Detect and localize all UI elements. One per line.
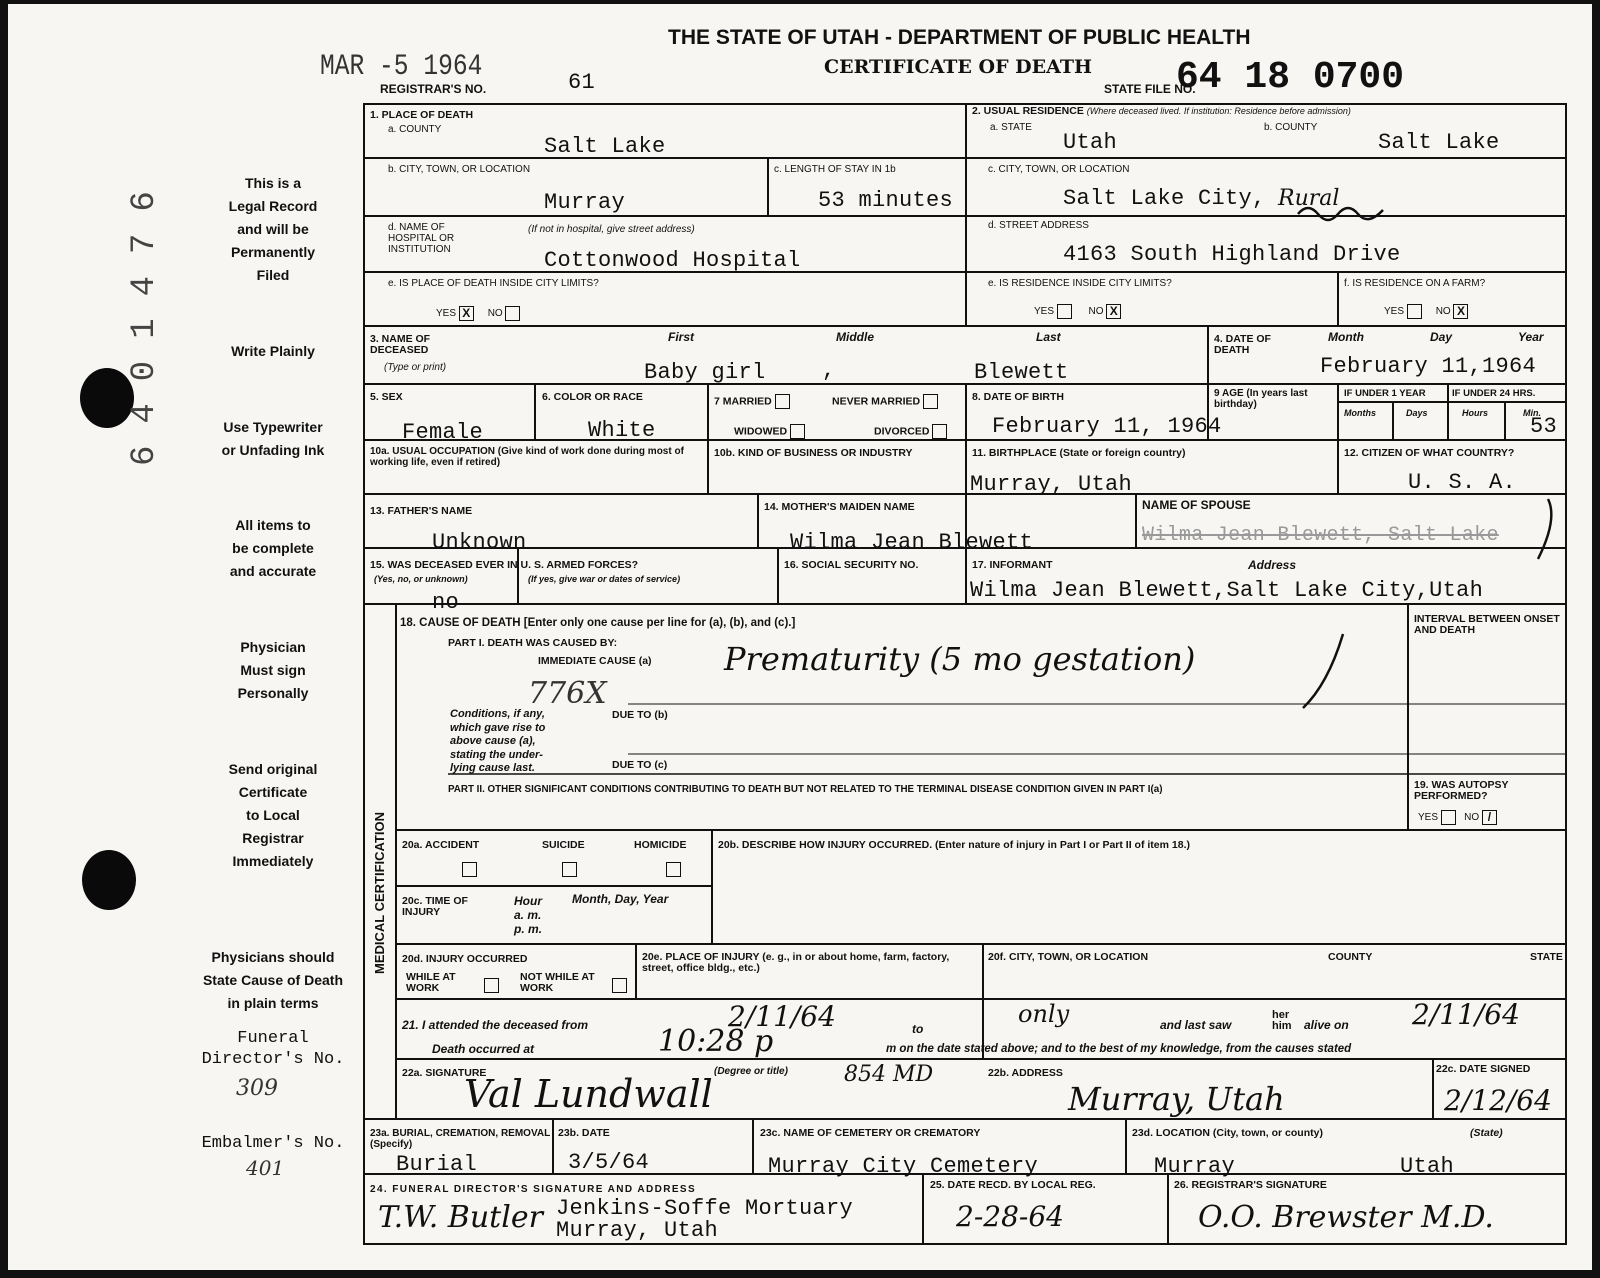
- hours-label: Hours: [1462, 408, 1489, 418]
- cause-of-death-label: 18. CAUSE OF DEATH [Enter only one cause per line for (a), (b), and (c).]: [400, 617, 796, 629]
- widowed-option: WIDOWED: [734, 424, 805, 439]
- informant-label: 17. INFORMANT: [972, 559, 1053, 571]
- checkbox-yes-checked[interactable]: X: [459, 306, 474, 321]
- date-of-birth: February 11, 1964: [992, 414, 1222, 439]
- middle-name: ,: [822, 358, 836, 383]
- spouse-name-struck: Wilma Jean Blewett, Salt Lake: [1142, 524, 1499, 547]
- sidebar-legal-record: This is a Legal Record and will be Permanently Filed: [228, 175, 318, 283]
- checkbox-yes[interactable]: [1407, 304, 1422, 319]
- checkbox-yes[interactable]: [1441, 810, 1456, 825]
- autopsy-label: 19. WAS AUTOPSY PERFORMED?: [1414, 779, 1509, 802]
- death-city: Murray: [544, 190, 626, 215]
- hour-ampm: Hour a. m. p. m.: [514, 894, 543, 936]
- registrar-no: 61: [568, 70, 596, 95]
- month-label: Month: [1328, 330, 1364, 344]
- citizen-country: U. S. A.: [1408, 470, 1517, 495]
- alive-on-date: 2/11/64: [1412, 998, 1520, 1031]
- armed-forces-label: 15. WAS DECEASED EVER IN U. S. ARMED FORCES?: [370, 559, 638, 571]
- stamp-date: MAR -5 1964: [320, 50, 483, 84]
- last-saw-label: and last saw: [1160, 1018, 1232, 1032]
- suicide-label: SUICIDE: [542, 839, 585, 851]
- checkbox-no-checked[interactable]: X: [1453, 304, 1468, 319]
- attended-from-label: 21. I attended the deceased from: [402, 1018, 589, 1032]
- cemetery-label: 23c. NAME OF CEMETERY OR CREMATORY: [760, 1127, 981, 1139]
- disposition: Burial: [396, 1152, 478, 1177]
- injury-state-label: STATE: [1530, 951, 1563, 963]
- street-address: 4163 South Highland Drive: [1063, 242, 1401, 267]
- cemetery-name: Murray City Cemetery: [768, 1154, 1039, 1179]
- accident-label: 20a. ACCIDENT: [402, 839, 480, 851]
- funeral-director-no: 309: [236, 1076, 278, 1101]
- death-county: Salt Lake: [544, 134, 666, 159]
- sidebar-typewriter: Use Typewriter or Unfading Ink: [221, 419, 325, 458]
- mother-label: 14. MOTHER'S MAIDEN NAME: [764, 501, 915, 513]
- date-of-death: February 11,1964: [1320, 354, 1537, 379]
- under-1-year-label: IF UNDER 1 YEAR: [1344, 388, 1426, 399]
- residence-label: 2. USUAL RESIDENCE (Where deceased lived. If institution: Residence before admission): [972, 105, 1351, 117]
- due-to-b-label: DUE TO (b): [612, 709, 668, 721]
- farm-label: f. IS RESIDENCE ON A FARM?: [1344, 278, 1486, 289]
- signature-label: 22a. SIGNATURE: [402, 1067, 487, 1079]
- checkbox-while-at-work[interactable]: [484, 978, 499, 993]
- place-of-death-label: 1. PLACE OF DEATH: [370, 109, 474, 121]
- sidebar-send-original: Send original Certificate to Local Registrar Immediately: [228, 761, 318, 869]
- never-married-option: NEVER MARRIED: [832, 394, 938, 409]
- res-state: Utah: [1063, 130, 1118, 155]
- physician-degree: 854 MD: [844, 1062, 934, 1087]
- city-label: b. CITY, TOWN, OR LOCATION: [388, 164, 531, 175]
- last-name: Blewett: [974, 360, 1069, 385]
- registrar-no-label: REGISTRAR'S NO.: [380, 82, 487, 96]
- armed-note-1: (Yes, no, or unknown): [374, 574, 468, 584]
- year-label: Year: [1518, 330, 1544, 344]
- death-statement: m on the date stated above; and to the best of my knowledge, from the causes stated: [886, 1043, 1352, 1055]
- race-label: 6. COLOR OR RACE: [542, 391, 643, 403]
- sidebar-cause: Physicians should State Cause of Death in plain terms: [202, 949, 344, 1011]
- street-label: d. STREET ADDRESS: [988, 220, 1089, 231]
- months-label: Months: [1344, 408, 1376, 418]
- registrar-signature-label: 26. REGISTRAR'S SIGNATURE: [1174, 1179, 1327, 1191]
- informant-address-label: Address: [1248, 558, 1297, 572]
- checkbox-homicide[interactable]: [666, 862, 681, 877]
- not-while-at-work-label: NOT WHILE AT WORK: [520, 971, 595, 994]
- attended-to: only: [1018, 1000, 1070, 1028]
- checkbox-yes[interactable]: [1057, 304, 1072, 319]
- married-option: 7 MARRIED: [714, 394, 790, 409]
- medical-certification-side-label: MEDICAL CERTIFICATION: [372, 811, 387, 974]
- injury-county-label: COUNTY: [1328, 951, 1373, 963]
- burial-label: 23a. BURIAL, CREMATION, REMOVAL (Specify): [370, 1128, 551, 1150]
- checkbox-accident[interactable]: [462, 862, 477, 877]
- deceased-name-label: 3. NAME OF DECEASED: [370, 333, 431, 356]
- res-county: Salt Lake: [1378, 130, 1500, 155]
- state-file-no: 64 18 0700: [1176, 56, 1405, 99]
- birthplace: Murray, Utah: [970, 472, 1133, 497]
- funeral-director-signature: T.W. Butler: [378, 1200, 543, 1235]
- county-label: a. COUNTY: [388, 124, 442, 135]
- date-of-death-label: 4. DATE OF DEATH: [1214, 333, 1271, 356]
- checkbox-no-checked[interactable]: X: [1106, 304, 1121, 319]
- interval-label: INTERVAL BETWEEN ONSET AND DEATH: [1414, 613, 1560, 636]
- father-label: 13. FATHER'S NAME: [370, 505, 473, 517]
- age-label: 9 AGE (In years last birthday): [1214, 388, 1308, 410]
- death-occurred-label: Death occurred at: [432, 1042, 535, 1056]
- her-him-label: her him: [1272, 1009, 1292, 1032]
- funeral-home-name: Jenkins-Soffe Mortuary: [556, 1196, 854, 1221]
- hospital-name: Cottonwood Hospital: [544, 248, 801, 273]
- days-label: Days: [1406, 408, 1428, 418]
- burial-location-city: Murray: [1154, 1154, 1236, 1179]
- dob-label: 8. DATE OF BIRTH: [972, 391, 1064, 403]
- alive-on-label: alive on: [1304, 1018, 1349, 1032]
- under-24-hrs-label: IF UNDER 24 HRS.: [1452, 388, 1536, 399]
- checkbox-never-married[interactable]: [923, 394, 938, 409]
- icd-code: 776X: [528, 676, 607, 711]
- attended-from: 2/11/64: [728, 1000, 836, 1033]
- burial-location-state: Utah: [1400, 1154, 1455, 1179]
- checkbox-divorced[interactable]: [932, 424, 947, 439]
- industry-label: 10b. KIND OF BUSINESS OR INDUSTRY: [714, 447, 913, 459]
- agency-title: THE STATE OF UTAH - DEPARTMENT OF PUBLIC HEALTH: [668, 26, 1251, 49]
- month-day-year-label: Month, Day, Year: [572, 892, 669, 906]
- divorced-option: DIVORCED: [874, 424, 947, 439]
- to-label: to: [912, 1022, 924, 1036]
- armed-forces: no: [432, 590, 460, 615]
- funeral-director-no-label: Funeral Director's No.: [201, 1029, 345, 1069]
- checkbox-no[interactable]: [505, 306, 520, 321]
- funeral-director-label: 24. FUNERAL DIRECTOR'S SIGNATURE AND ADDRESS: [370, 1184, 697, 1195]
- res-city-label: c. CITY, TOWN, OR LOCATION: [988, 164, 1130, 175]
- mother-name: Wilma Jean Blewett: [790, 530, 1034, 555]
- date-signed: 2/12/64: [1444, 1084, 1552, 1117]
- res-county-label: b. COUNTY: [1264, 122, 1318, 133]
- death-certificate: [8, 4, 1592, 1270]
- res-inside-checkboxes: YES NO X: [1034, 304, 1121, 319]
- res-state-label: a. STATE: [990, 122, 1032, 133]
- first-label: First: [668, 330, 695, 344]
- date-signed-label: 22c. DATE SIGNED: [1436, 1063, 1531, 1075]
- inside-limits-label: e. IS PLACE OF DEATH INSIDE CITY LIMITS?: [388, 278, 599, 289]
- res-city: Salt Lake City,: [1063, 186, 1266, 211]
- vertical-number: 6401476: [126, 169, 164, 466]
- min-label: Min.: [1523, 408, 1541, 418]
- burial-state-label: (State): [1470, 1127, 1503, 1139]
- deceased-name-note: (Type or print): [384, 362, 447, 373]
- embalmer-no-label: Embalmer's No.: [201, 1134, 345, 1153]
- date-received: 2-28-64: [956, 1200, 1064, 1233]
- due-to-c-label: DUE TO (c): [612, 759, 668, 771]
- middle-label: Middle: [836, 330, 874, 344]
- ssn-label: 16. SOCIAL SECURITY NO.: [784, 559, 919, 571]
- spouse-label: NAME OF SPOUSE: [1142, 498, 1251, 512]
- part1-label: PART I. DEATH WAS CAUSED BY:: [448, 637, 618, 649]
- registrar-signature: O.O. Brewster M.D.: [1198, 1200, 1494, 1235]
- checkbox-suicide[interactable]: [562, 862, 577, 877]
- checkbox-married[interactable]: [775, 394, 790, 409]
- degree-label: (Degree or title): [714, 1066, 788, 1077]
- certificate-title: CERTIFICATE OF DEATH: [824, 56, 1092, 78]
- sidebar-physician: Physician Must sign Personally: [237, 639, 309, 701]
- checkbox-widowed[interactable]: [790, 424, 805, 439]
- immediate-cause-label: IMMEDIATE CAUSE (a): [538, 655, 652, 667]
- age-minutes: 53: [1530, 414, 1558, 439]
- death-time: 10:28 p: [658, 1024, 774, 1059]
- sidebar-write-plainly: Write Plainly: [231, 343, 315, 359]
- citizen-label: 12. CITIZEN OF WHAT COUNTRY?: [1344, 447, 1515, 459]
- informant: Wilma Jean Blewett,Salt Lake City,Utah: [970, 578, 1484, 603]
- while-at-work-label: WHILE AT WORK: [406, 971, 456, 994]
- sidebar-complete: All items to be complete and accurate: [229, 517, 317, 579]
- father-name: Unknown: [432, 530, 527, 555]
- birthplace-label: 11. BIRTHPLACE (State or foreign country): [972, 447, 1186, 459]
- checkbox-not-while-at-work[interactable]: [612, 978, 627, 993]
- last-label: Last: [1036, 330, 1061, 344]
- farm-checkboxes: YES NO X: [1384, 304, 1468, 319]
- stay-label: c. LENGTH OF STAY IN 1b: [774, 164, 896, 175]
- armed-note-2: (If yes, give war or dates of service): [528, 574, 681, 584]
- res-inside-limits-label: e. IS RESIDENCE INSIDE CITY LIMITS?: [988, 278, 1172, 289]
- funeral-home-city: Murray, Utah: [556, 1218, 719, 1243]
- race: White: [588, 418, 656, 443]
- hospital-note: (If not in hospital, give street address): [528, 224, 695, 235]
- time-of-injury-label: 20c. TIME OF INJURY: [402, 895, 468, 918]
- autopsy-checkboxes: YES NO /: [1418, 810, 1497, 825]
- part2-label: PART II. OTHER SIGNIFICANT CONDITIONS CONTRIBUTING TO DEATH BUT NOT RELATED TO THE TERMINAL DISEASE CONDITION GIVEN IN PART I(a): [448, 784, 1163, 795]
- length-of-stay: 53 minutes: [818, 188, 954, 213]
- checkbox-no-checked[interactable]: /: [1482, 810, 1497, 825]
- sex-label: 5. SEX: [370, 391, 403, 403]
- place-of-injury-label: 20e. PLACE OF INJURY (e. g., in or about home, farm, factory, street, office bldg., etc.): [642, 951, 950, 974]
- date-received-label: 25. DATE RECD. BY LOCAL REG.: [930, 1179, 1096, 1191]
- state-file-label: STATE FILE NO.: [1104, 82, 1196, 96]
- embalmer-no: 401: [246, 1156, 285, 1180]
- physician-signature: Val Lundwall: [464, 1072, 713, 1116]
- first-name: Baby girl: [644, 360, 766, 385]
- conditions-note: Conditions, if any, which gave rise to above cause (a), stating the under- lying cause last.: [450, 708, 546, 774]
- physician-address: Murray, Utah: [1068, 1080, 1285, 1118]
- injury-city-label: 20f. CITY, TOWN, OR LOCATION: [988, 951, 1149, 963]
- inside-limits-checkboxes: YES X NO: [436, 306, 520, 321]
- burial-date: 3/5/64: [568, 1150, 650, 1175]
- res-city-handwritten: Rural: [1278, 186, 1340, 211]
- injury-description-label: 20b. DESCRIBE HOW INJURY OCCURRED. (Enter nature of injury in Part I or Part II of item 18.): [718, 839, 1190, 851]
- injury-occurred-label: 20d. INJURY OCCURRED: [402, 953, 528, 965]
- physician-address-label: 22b. ADDRESS: [988, 1067, 1063, 1079]
- homicide-label: HOMICIDE: [634, 839, 687, 851]
- location-label: 23d. LOCATION (City, town, or county): [1132, 1127, 1323, 1139]
- day-label: Day: [1430, 330, 1453, 344]
- immediate-cause: Prematurity (5 mo gestation): [724, 640, 1196, 678]
- occupation-label: 10a. USUAL OCCUPATION (Give kind of work done during most of working life, even if retired): [370, 446, 684, 468]
- hospital-label: d. NAME OF HOSPITAL OR INSTITUTION: [388, 222, 455, 255]
- burial-date-label: 23b. DATE: [558, 1127, 610, 1139]
- sex: Female: [402, 420, 484, 445]
